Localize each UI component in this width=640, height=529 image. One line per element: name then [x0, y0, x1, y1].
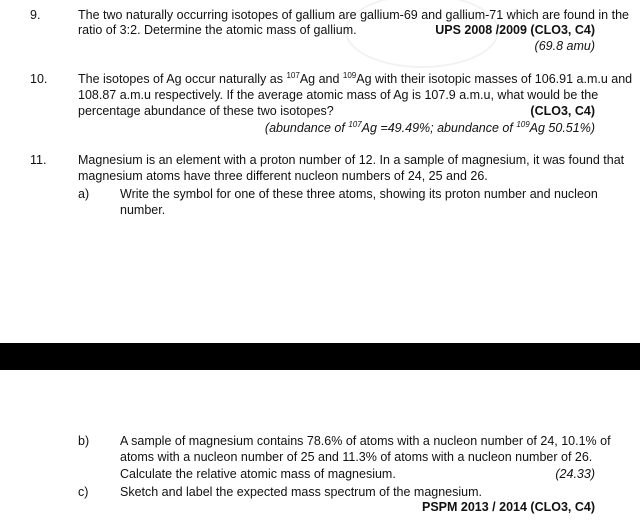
q9-line-2: ratio of 3:2. Determine the atomic mass of gallium. [78, 23, 357, 37]
q10-line-3: percentage abundance of these two isotopes? [78, 104, 334, 118]
q11a-line-2: number. [120, 203, 166, 217]
q11-line-2: magnesium atoms have three different nucleon numbers of 24, 25 and 26. [78, 169, 488, 183]
q11c-label: c) [78, 485, 89, 499]
q10-number: 10. [30, 72, 48, 86]
q11b-answer: (24.33) [555, 467, 595, 481]
q10-mass-109: 109 [342, 71, 357, 80]
q11a-label: a) [78, 187, 90, 201]
q11b-line-3: Calculate the relative atomic mass of magnesium. [120, 467, 396, 481]
q10-tag: (CLO3, C4) [530, 104, 595, 118]
q9-line-1: The two naturally occurring isotopes of gallium are gallium-69 and gallium-71 which are found in the [78, 8, 629, 22]
q9-number: 9. [30, 8, 41, 22]
q11b-line-2: atoms with a nucleon number of 25 and 11.3% of atoms with a nucleon number of 26. [120, 450, 593, 464]
q9-source: UPS 2008 /2009 (CLO3, C4) [435, 23, 595, 37]
q10-line-2: 108.87 a.m.u respectively. If the average atomic mass of Ag is 107.9 a.m.u, what would be the [78, 88, 599, 102]
q10-answer: (abundance of $^{107}$Ag =49.49%; abundance of $^{109}$Ag 50.51%) [264, 120, 595, 135]
q11b-line-1: A sample of magnesium contains 78.6% of atoms with a nucleon number of 24, 10.1% of [120, 434, 611, 448]
q11-number: 11. [30, 153, 47, 167]
q10-line-1: The isotopes of Ag occur naturally as $^{107}$Ag and $^{109}$Ag with their isotopic masses of 106.91 a.m.u and [78, 71, 633, 86]
q11c-line-1: Sketch and label the expected mass spectrum of the magnesium. [120, 485, 482, 499]
black-separator-bar [0, 343, 640, 370]
q9-answer: (69.8 amu) [534, 39, 595, 53]
q11-source: PSPM 2013 / 2014 (CLO3, C4) [422, 500, 595, 514]
q11b-label: b) [78, 434, 90, 448]
q10-mass-107: 107 [286, 71, 300, 80]
q11a-line-1: Write the symbol for one of these three atoms, showing its proton number and nucleon [120, 187, 598, 201]
q11-line-1: Magnesium is an element with a proton number of 12. In a sample of magnesium, it was found that [78, 153, 625, 167]
